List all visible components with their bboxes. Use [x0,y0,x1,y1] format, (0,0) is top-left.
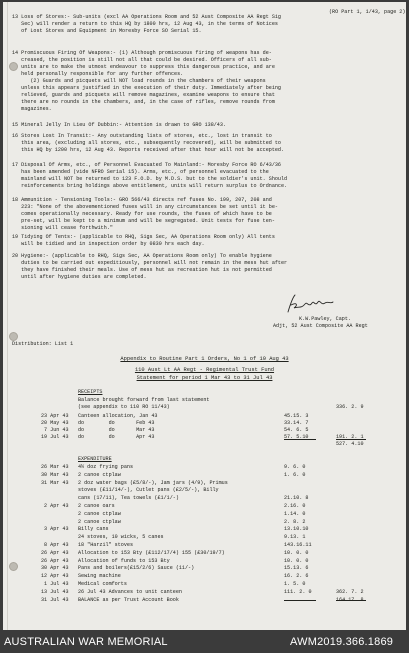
ledger-amount: 33.14. 7 [284,420,309,426]
ledger-amount: 9. 6. 0 [284,464,306,470]
ledger-description: 2 canoe ctplaw [78,471,121,478]
ledger-date: 13 Jul 43 [41,588,69,595]
appendix-title: Appendix to Routine Part 1 Orders, No 1 of 10 Aug 43 [120,356,289,362]
receipts-intro [3,397,406,404]
order-line: 17 Disposal Of Arms, etc., of Personnel Evacuated To Mainland:- Moresby Force RO 6/43/36 [12,162,281,168]
ledger-amount: 9.13. 1 [284,534,306,541]
ledger-description: Pans and boilers(£15/2/6) Sauce (11/-) [78,565,195,572]
order-line: this area, (excluding all stores, etc., subsequently recovered), will be submitted to [12,140,281,146]
ledger-date: 1 Jul 43 [41,581,69,587]
order-line: this HQ by 1200 hrs, 12 Aug 43. Reports received after that hour will not be accepted. [12,147,285,153]
footer-id: AWM2019.366.1869 [290,636,394,648]
expenditure-heading [3,456,406,463]
ledger-description: do do Apr 43 [78,434,155,440]
receipts-grand-total [3,441,406,448]
order-line: 13 Loss of Stores:- Sub-units (excl AA Operations Room and 52 Aust Composite AA Regt Sig [12,14,281,20]
expenditure-row [3,573,406,580]
ledger-total: 362. 7. 2 [336,588,364,595]
ledger-date: 7 Jun 43 [41,427,69,433]
ledger-description: RECEIPTS [78,389,103,395]
ledger-rule [336,439,366,440]
signatory-title: Adjt, 52 Aust Composite AA Regt [273,323,368,329]
expenditure-row [3,589,406,596]
ledger-description: 4½ doz frying pans [78,464,134,470]
ledger-description: Billy cans [78,526,109,533]
expenditure-row [3,581,406,588]
ledger-description: Balance brought forward from last statement [78,397,210,403]
expenditure-row [3,511,406,518]
ledger-date: 19 Jul 43 [41,434,69,440]
expenditure-row [3,558,406,565]
order-line: reinforcements bring holdings above entitlement, units will return surplus to Ordnance. [12,183,288,189]
ledger-description: EXPENDITURE [78,456,112,462]
order-line: 18 Ammunition - Tensioning Tools:- GRO 566/43 directs ref fuses No. 199, 207, 208 and [12,197,272,203]
expenditure-row [3,534,406,541]
ledger-total: 527. 4.10 [336,441,364,447]
ledger-amount: 16. 2. 6 [284,573,309,580]
order-line: Sec) will render a return to this HQ by 1800 hrs, 12 Aug 43, in the terms of Notices [12,21,278,27]
ledger-description: do do Mar 43 [78,427,155,433]
order-line: comes operationally necessary. Ready for use rounds, the fuses of which have to be [12,211,272,217]
expenditure-row [3,565,406,572]
order-line: pre-set, will be kept to a minimum and will be segregated. Unit tests for fuse ten- [12,218,275,224]
expenditure-row [3,550,406,557]
order-line: unless this appears justified in the execution of their duty. Immediately after being [12,85,281,91]
order-line: they have finished their meals. Use of mess hut as recreation hut is not permitted [12,267,272,273]
expenditure-row [3,495,406,502]
expenditure-row [3,519,406,526]
ledger-amount: 57. 5.10 [284,434,309,440]
ledger-description: stoves (£11/14/-), Cutlet pans (£2/5/-), Billy [78,487,219,494]
ledger-description: 2 canoe oars [78,503,115,509]
ledger-amount: 143.16.11 [284,542,312,548]
ledger-description: Allocation of funds to 153 Bty [78,557,170,564]
order-line: there are no rounds in the chambers, and, in the case of rifles, remove rounds from [12,99,275,105]
ledger-amount: 45.15. 3 [284,413,309,419]
order-line: mainland will NOT be returned to 123 F.O.D. by M.D.S. but to the soldier's unit. Should [12,176,288,182]
ledger-amount: 13.10.10 [284,526,309,533]
ledger-description: do do Feb 43 [78,420,155,426]
order-line: creased, the position is still not all that could be desired. Officers of all sub- [12,57,272,63]
ledger-amount: 2. 8. 2 [284,518,306,525]
signatory-name: K.W.Pawley, Capt. [299,316,351,322]
ledger-date: 30 Apr 43 [41,565,69,572]
ledger-amount: 21.10. 8 [284,495,309,502]
order-line: will be tidied and in inspection order by 0830 hrs each day. [12,241,205,247]
ledger-date: 26 Apr 43 [41,549,69,556]
receipt-row [3,413,406,420]
receipt-row [3,420,406,427]
expenditure-row [3,480,406,487]
expenditure-row [3,503,406,510]
expenditure-row [3,487,406,494]
order-line: units are to make the utmost endeavour to suppress this dangerous practice, and are [12,64,275,70]
ledger-amount: 2.16. 0 [284,503,306,509]
ledger-description: 2 canoe ctplaw [78,518,121,525]
ledger-description: Allocation to 153 Bty (£112/17/4) 155 (£30/19/7) [78,549,225,556]
ledger-date: 20 May 43 [41,420,69,426]
order-line: 20 Hygiene:- (applicable to RHQ, Sigs Sec, AA Operations Room only) To enable hygiene [12,253,272,259]
header-reference: (RO Part 1, 1/43, page 2) [329,9,406,15]
distribution-line: Distribution: List 1 [12,341,74,347]
ledger-description: (see appendix to 110 RO 11/43) [78,404,170,410]
ledger-rule [284,439,316,440]
expenditure-row [3,526,406,533]
order-line: sioning will cease forthwith." [12,225,113,231]
ledger-description: 2 canoe ctplaw [78,510,121,517]
ledger-amount: 1. 6. 0 [284,471,306,478]
ledger-description: 26 Jul 43 Advances to unit canteen [78,588,182,595]
order-line: 14 Promiscuous Firing Of Weapons:- (1) Although promiscuous firing of weapons has de- [12,50,272,56]
fund-title: 110 Aust Lt AA Regt - Regimental Trust Fund [134,367,275,373]
ledger-description: BALANCE as per Trust Account Book [78,596,179,603]
order-line: 15 Mineral Jelly In Lieu Of Dubbin:- Attention is drawn to GRO 138/43. [12,122,226,128]
receipts-intro [3,404,406,411]
ledger-date: 26 Mar 43 [41,464,69,470]
order-line: 223: "None of the abovementioned fuses will in any circumstances be set until it be- [12,204,278,210]
ledger-description: Canteen allocation, Jan 43 [78,413,158,419]
order-line: until after hygiene duties are completed. [12,274,147,280]
ledger-description: 24 stoves, 10 wicks, 5 canes [78,534,164,541]
order-line: magazines. [12,106,52,112]
ledger-date: 31 Mar 43 [41,479,69,486]
order-line: (2) Guards and picquets will NOT load rounds in the chambers of their weapons [12,78,266,84]
ledger-total: 164.17. 8 [336,596,364,603]
ledger-date: 12 Apr 43 [41,573,69,580]
ledger-amount: 111. 2. 0 [284,588,312,595]
order-line: 19 Tidying Of Tents:- (applicable to RHQ, Sigs Sec, AA Operations Room only) All tents [12,234,275,240]
expenditure-row [3,472,406,479]
ledger-description: cans (17/11), Tea towels (£1/1/-) [78,495,179,502]
expenditure-row [3,464,406,471]
ledger-description: 2 doz water bags (£5/8/-), Jam jars (4/9), Primus [78,479,228,486]
order-line: held personally responsible for any further offences. [12,71,184,77]
ledger-description: Medical comforts [78,581,127,587]
ledger-total: 336. 2. 9 [336,404,364,410]
order-line: of Lost Stores and Equipment in Moresby Force SO Serial 15. [12,28,202,34]
ledger-amount: 10. 0. 0 [284,549,309,556]
ledger-date: 8 Apr 43 [41,542,69,548]
ledger-amount: 54. 6. 5 [284,427,309,433]
order-line: relieved, guards and picquets will remove magazines, examine weapons to ensure that [12,92,275,98]
expenditure-row [3,542,406,549]
footer-source: AUSTRALIAN WAR MEMORIAL [4,636,168,648]
order-line: duties to be carried out expeditiously, personnel will not remain in the mess hut after [12,260,288,266]
ledger-date: 31 Jul 43 [41,596,69,603]
ledger-date: 26 Apr 43 [41,557,69,564]
ledger-amount: 15.13. 6 [284,565,309,572]
receipts-heading [3,389,406,396]
ledger-amount: 10. 0. 0 [284,557,309,564]
ledger-description: 18 "Harzil" stoves [78,542,134,548]
ledger-total: 191. 2. 1 [336,434,364,440]
receipt-row [3,427,406,434]
ledger-amount: 1.14. 0 [284,510,306,517]
ledger-rule [284,600,316,601]
document-page [3,2,406,630]
handwritten-signature [285,293,335,315]
order-line: has been amended (vide NFRO Serial 15). Arms, etc., of personnel evacuated to the [12,169,269,175]
ledger-date: 23 Apr 43 [41,413,69,419]
order-line: 16 Stores Lost In Transit:- Any outstanding lists of stores, etc., lost in transit to [12,133,272,139]
ledger-description: Sewing machine [78,573,121,580]
ledger-rule [336,600,366,601]
punch-hole [9,332,18,341]
statement-title: Statement for period 1 Mar 43 to 31 Jul 43 [136,375,273,381]
ledger-date: 2 Apr 43 [41,503,69,509]
ledger-date: 3 Apr 43 [41,526,69,533]
ledger-date: 30 Mar 43 [41,471,69,478]
ledger-amount: 1. 5. 0 [284,581,306,587]
